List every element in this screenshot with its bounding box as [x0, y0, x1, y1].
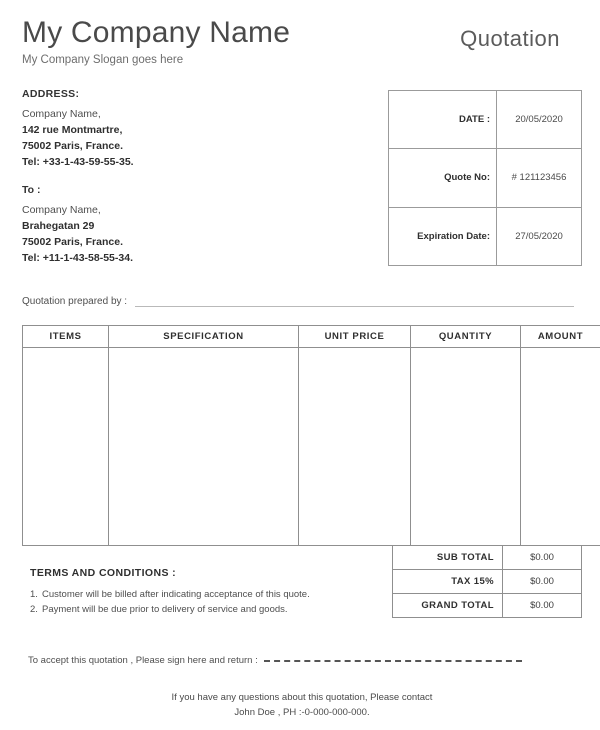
address-street-number: 142 rue Montmartre,: [22, 124, 123, 136]
table-row: [389, 91, 582, 149]
total-value-sub-total: $0.00: [503, 546, 582, 570]
meta-value-date: 20/05/2020: [497, 91, 582, 149]
signature-line[interactable]: [264, 660, 522, 662]
recipient-street: Brahegatan 29: [22, 220, 95, 232]
prepared-by-label: Quotation prepared by :: [22, 296, 128, 307]
terms-item-text: Customer will be billed after indicating acceptance of this quote.: [42, 589, 310, 600]
meta-key-expiration: Expiration Date:: [389, 207, 497, 265]
signature-row: [22, 655, 582, 666]
totals-table: [392, 545, 582, 618]
totals-and-terms: [22, 545, 582, 617]
total-key-grand-total: GRAND TOTAL: [393, 594, 503, 618]
table-row: [393, 570, 582, 594]
company-name: My Company Name: [22, 16, 291, 49]
quote-meta-table: [388, 90, 582, 266]
signature-label: To accept this quotation , Please sign here and return :: [28, 655, 258, 666]
address-line: Company Name,: [22, 108, 101, 120]
total-value-grand-total: $0.00: [503, 594, 582, 618]
meta-value-quote-no: # 121123456: [497, 149, 582, 207]
cell-specification[interactable]: [109, 348, 299, 546]
terms-item: [22, 602, 362, 617]
address-column: [22, 88, 352, 266]
meta-value-expiration: 27/05/2020: [497, 207, 582, 265]
recipient-line: [22, 218, 352, 234]
items-table-head: [23, 326, 600, 348]
terms-item-number: 2.: [30, 604, 38, 615]
recipient-line: [22, 234, 352, 250]
table-row: [393, 546, 582, 570]
address-and-meta-row: [22, 88, 582, 266]
table-row: [23, 348, 600, 546]
company-block: [22, 14, 290, 66]
column-header-quantity: QUANTITY: [411, 326, 521, 348]
table-row: [389, 207, 582, 265]
recipient-line: [22, 250, 352, 266]
cell-items[interactable]: [23, 348, 109, 546]
cell-amount[interactable]: [521, 348, 600, 546]
total-key-tax: TAX 15%: [393, 570, 503, 594]
recipient-city: 75002 Paris, France.: [22, 236, 123, 248]
cell-unit-price[interactable]: [299, 348, 411, 546]
terms-title: TERMS AND CONDITIONS :: [30, 567, 177, 579]
address-line: [22, 154, 352, 170]
cell-quantity[interactable]: [411, 348, 521, 546]
total-value-tax: $0.00: [503, 570, 582, 594]
address-label: ADDRESS:: [22, 88, 80, 100]
table-header-row: [23, 326, 600, 348]
recipient-phone: Tel: +11-1-43-58-55-34.: [22, 252, 133, 264]
recipient-line: Company Name,: [22, 204, 101, 216]
items-table-body: [23, 348, 600, 546]
address-line: [22, 122, 352, 138]
column-header-specification: SPECIFICATION: [109, 326, 299, 348]
company-slogan: My Company Slogan goes here: [22, 54, 184, 66]
address-city: 75002 Paris, France.: [22, 140, 123, 152]
meta-key-quote-no: Quote No:: [389, 149, 497, 207]
terms-item: [22, 587, 362, 602]
terms-item-number: 1.: [30, 589, 38, 600]
document-title: Quotation: [460, 26, 560, 51]
items-table: [22, 325, 600, 546]
document-header: [22, 14, 582, 66]
document-footer: [22, 690, 582, 720]
table-row: [389, 149, 582, 207]
table-row: [393, 594, 582, 618]
prepared-by-input[interactable]: [135, 296, 574, 307]
column-header-unit-price: UNIT PRICE: [299, 326, 411, 348]
column-header-amount: AMOUNT: [521, 326, 600, 348]
footer-line-1: If you have any questions about this quotation, Please contact: [171, 692, 433, 703]
column-header-items: ITEMS: [23, 326, 109, 348]
recipient-label: To :: [22, 184, 41, 196]
total-key-sub-total: SUB TOTAL: [393, 546, 503, 570]
terms-and-conditions: [22, 545, 362, 617]
meta-key-date: DATE :: [389, 91, 497, 149]
terms-item-text: Payment will be due prior to delivery of service and goods.: [42, 604, 288, 615]
address-phone: Tel: +33-1-43-59-55-35.: [22, 156, 134, 168]
footer-line-2: John Doe , PH :-0-000-000-000.: [234, 707, 370, 718]
address-line: [22, 138, 352, 154]
prepared-by-row: [22, 296, 582, 307]
